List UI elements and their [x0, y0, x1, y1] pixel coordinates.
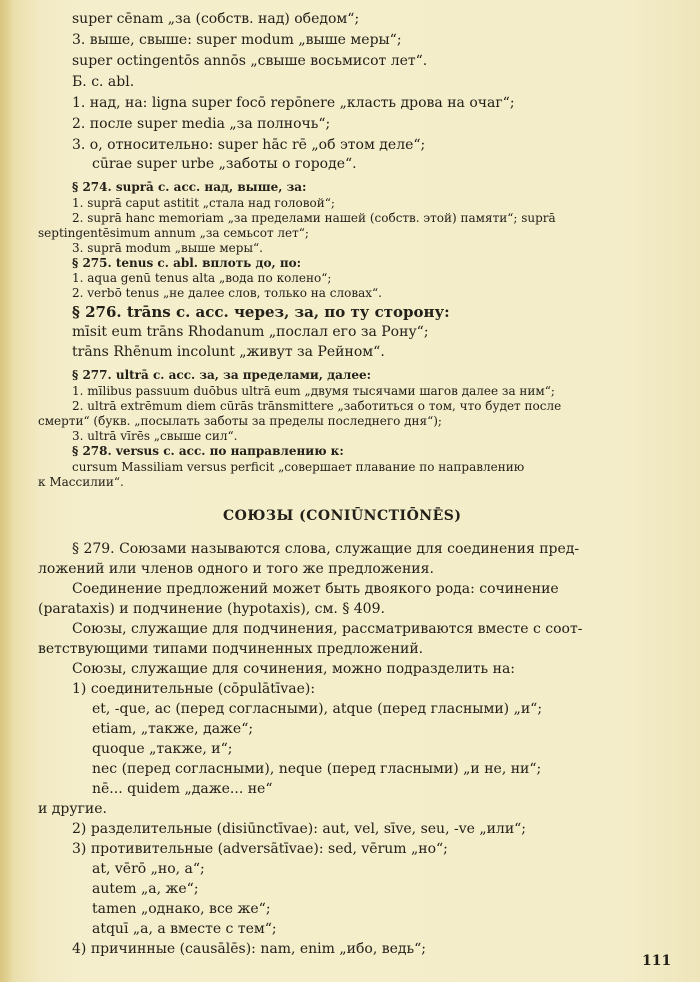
list-item: tamen „однако, все же“;	[92, 901, 271, 917]
text-line: ветствующими типами подчиненных предложений.	[38, 641, 424, 657]
text-line: 3. suprā modum „выше меры“.	[72, 241, 263, 255]
list-item: quoque „также, и“;	[92, 741, 233, 757]
section-heading: § 278. versus c. acc. по направлению к:	[72, 444, 344, 458]
chapter-heading: СОЮЗЫ (CONIŪNCTIŌNĒS)	[223, 508, 462, 524]
text-line: к Массилии“.	[38, 475, 124, 489]
list-item: 2) разделительные (disiūnctīvae): aut, vel, sīve, seu, -ve „или“;	[72, 821, 527, 837]
text-line: 3. ultrā vīrēs „свыше сил“.	[72, 429, 238, 443]
list-item: etiam, „также, даже“;	[92, 721, 254, 737]
text-line: Союзы, служащие для сочинения, можно подразделить на:	[72, 661, 516, 677]
page-number: 111	[642, 953, 672, 969]
text-line: trāns Rhēnum incolunt „живут за Рейном“.	[72, 344, 385, 360]
text-line: Союзы, служащие для подчинения, рассматриваются вместе с соот-	[72, 621, 583, 637]
text-line: § 279. Союзами называются слова, служащие для соединения пред-	[72, 541, 580, 557]
section-heading: § 274. suprā c. acc. над, выше, за:	[72, 180, 307, 194]
text-line: 2. после super media „за полночь“;	[72, 116, 331, 132]
text-line: 3. о, относительно: super hāc rē „об этом деле“;	[72, 137, 426, 153]
page-edge-shadow	[0, 0, 14, 982]
section-heading: § 276. trāns c. acc. через, за, по ту сторону:	[72, 303, 450, 321]
text-line: cursum Massiliam versus perficit „совершает плавание по направлению	[72, 460, 525, 474]
list-item: atquī „а, а вместе с тем“;	[92, 921, 277, 937]
text-line: mīsit eum trāns Rhodanum „послал его за Рону“;	[72, 324, 429, 340]
text-line: ложений или членов одного и того же предложения.	[38, 561, 434, 577]
text-line: 1. aqua genū tenus alta „вода по колено“;	[72, 271, 332, 285]
text-line: septingentēsimum annum „за семьсот лет“;	[38, 226, 309, 240]
text-line: super octingentōs annōs „свыше восьмисот лет“.	[72, 53, 428, 69]
section-heading: § 275. tenus c. abl. вплоть до, по:	[72, 256, 302, 270]
text-line: и другие.	[38, 801, 108, 817]
list-item: at, vērō „но, а“;	[92, 861, 205, 877]
list-item: 4) причинные (causālēs): nam, enim „ибо, ведь“;	[72, 941, 427, 957]
section-heading: § 277. ultrā c. acc. за, за пределами, далее:	[72, 368, 372, 382]
text-line: 1. mīlibus passuum duōbus ultrā eum „двумя тысячами шагов далее за ним“;	[72, 384, 555, 398]
text-line: Соединение предложений может быть двоякого рода: сочинение	[72, 581, 559, 597]
text-line: смерти“ (букв. „посылать заботы за пределы последнего дня“);	[38, 414, 442, 428]
text-line: super cēnam „за (собств. над) обедом“;	[72, 11, 360, 27]
text-line: 1. над, на: ligna super focō repōnere „класть дрова на очаг“;	[72, 95, 515, 111]
list-item: et, -que, ac (перед согласными), atque (перед гласными) „и“;	[92, 701, 543, 717]
text-line: 1. suprā caput astitit „стала над головой“;	[72, 196, 335, 210]
list-item: 3) противительные (adversātīvae): sed, vērum „но“;	[72, 841, 448, 857]
text-line: cūrae super urbe „заботы о городе“.	[92, 156, 357, 172]
text-line: Б. c. abl.	[72, 74, 135, 90]
text-line: 3. выше, свыше: super modum „выше меры“;	[72, 32, 402, 48]
list-item: nē... quidem „даже... не“	[92, 781, 273, 797]
text-line: 2. suprā hanc memoriam „за пределами нашей (собств. этой) памяти“; suprā	[72, 211, 556, 225]
text-line: 2. verbō tenus „не далее слов, только на словах“.	[72, 286, 382, 300]
list-item: autem „а, же“;	[92, 881, 199, 897]
text-line: 2. ultrā extrēmum diem cūrās trānsmittere „заботиться о том, что будет после	[72, 399, 562, 413]
list-item: nec (перед согласными), neque (перед гласными) „и не, ни“;	[92, 761, 542, 777]
list-item: 1) соединительные (cōpulātīvae):	[72, 681, 316, 697]
text-line: (parataxis) и подчинение (hypotaxis), см. § 409.	[38, 601, 385, 617]
